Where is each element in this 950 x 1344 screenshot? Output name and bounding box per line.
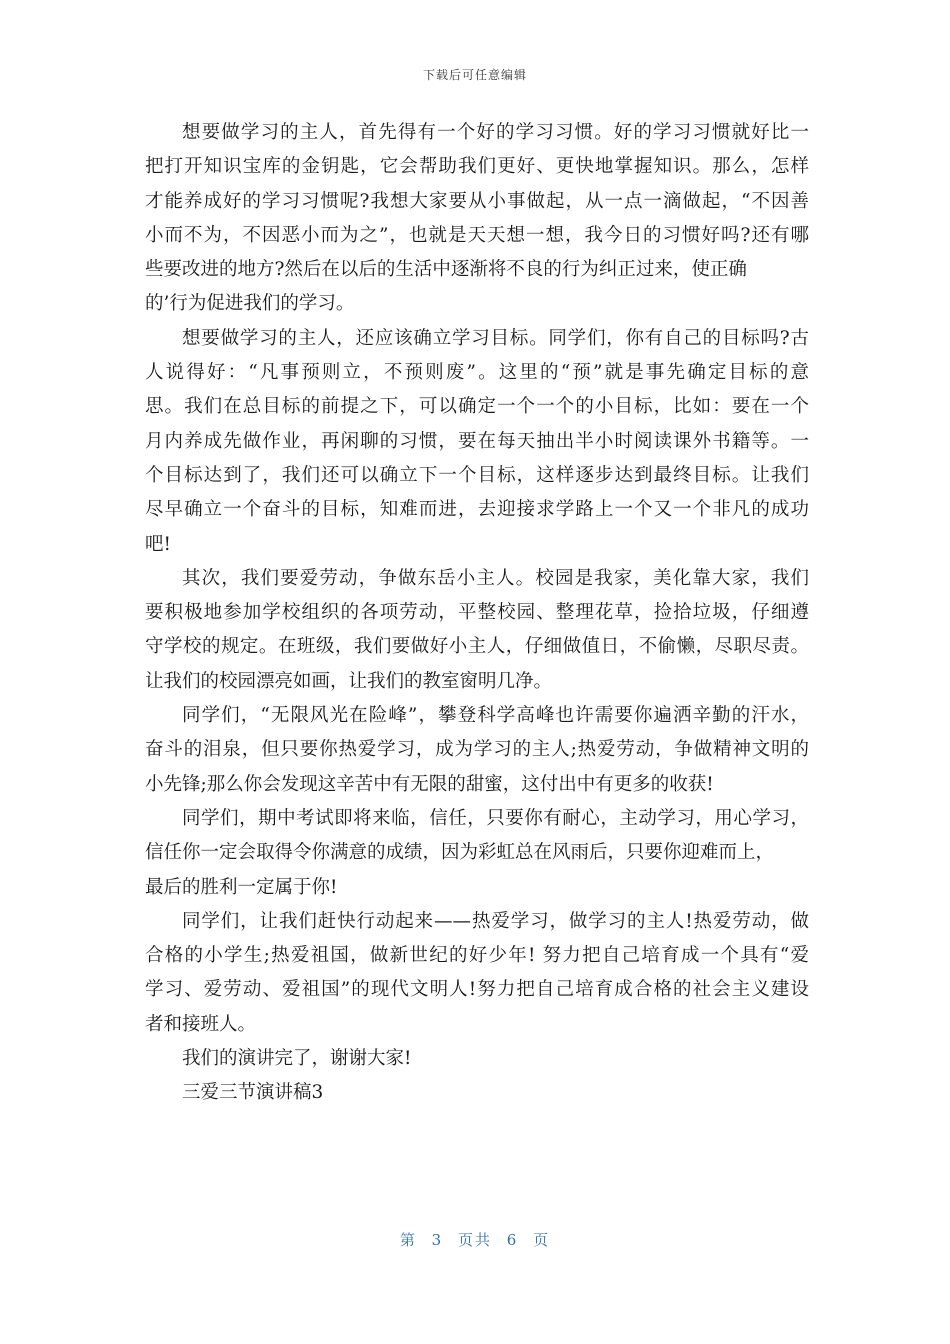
text-line: 三爱三节演讲稿3 [182,1082,324,1104]
text-line: 思。我们在总目标的前提之下，可以确定一个一个的小目标，比如：要在一个 [145,396,809,418]
text-line: 吧! [145,533,171,555]
text-line: 尽早确立一个奋斗的目标，知难而进，去迎接求学路上一个又一个非凡的成功 [145,499,809,521]
text-line: 守学校的规定。在班级，我们要做好小主人，仔细做值日，不偷懒，尽职尽责。 [145,636,809,658]
text-line: 把打开知识宝库的金钥匙，它会帮助我们更好、更快地掌握知识。那么，怎样 [145,156,809,178]
text-line: 者和接班人。 [145,1013,257,1035]
document-body [145,116,809,1111]
text-line: 个目标达到了，我们还可以确立下一个目标，这样逐步达到最终目标。让我们 [145,464,809,486]
text-line: 的’行为促进我们的学习。 [145,293,355,315]
text-line: 学习、爱劳动、爱祖国”的现代文明人!努力把自己培育成合格的社会主义建设 [145,979,809,1001]
text-line: 同学们，期中考试即将来临，信任，只要你有耐心，主动学习，用心学习， [182,807,809,829]
text-line: 些要改进的地方?然后在以后的生活中逐渐将不良的行为纠正过来，使正确 [145,259,747,281]
text-line: 同学们，让我们赶快行动起来——热爱学习，做学习的主人!热爱劳动，做 [182,910,809,932]
text-line: 月内养成先做作业，再闲聊的习惯，要在每天抽出半小时阅读课外书籍等。一 [145,430,809,452]
text-line: 让我们的校园漂亮如画，让我们的教室窗明几净。 [145,670,553,692]
page-footer: 第 3 页共 6 页 [399,1231,551,1249]
text-line: 奋斗的泪泉，但只要你热爱学习，成为学习的主人;热爱劳动，争做精神文明的 [145,739,809,761]
text-line: 合格的小学生;热爱祖国，做新世纪的好少年! 努力把自己培育成一个具有“爱 [145,945,809,967]
text-line: 最后的胜利一定属于你! [145,876,338,898]
text-line: 想要做学习的主人，首先得有一个好的学习习惯。好的学习习惯就好比一 [182,122,809,143]
page-header: 下载后可任意编辑 [422,68,527,82]
text-line: 其次，我们要爱劳动，争做东岳小主人。校园是我家，美化靠大家，我们 [182,567,809,589]
text-line: 小而不为，不因恶小而为之”，也就是天天想一想，我今日的习惯好吗?还有哪 [145,224,809,246]
text-line: 我们的演讲完了，谢谢大家! [182,1048,412,1070]
text-line: 想要做学习的主人，还应该确立学习目标。同学们，你有自己的目标吗?古 [182,327,809,349]
text-line: 信任你一定会取得令你满意的成绩，因为彩虹总在风雨后，只要你迎难而上， [145,842,775,864]
text-line: 小先锋;那么你会发现这辛苦中有无限的甜蜜，这付出中有更多的收获! [145,773,714,795]
text-line: 同学们，“无限风光在险峰”，攀登科学高峰也许需要你遍洒辛勤的汗水， [182,705,809,727]
text-line: 才能养成好的学习习惯呢?我想大家要从小事做起，从一点一滴做起，“不因善 [145,190,809,212]
text-line: 人说得好：“凡事预则立，不预则废”。这里的“预”就是事先确定目标的意 [145,362,809,384]
text-line: 要积极地参加学校组织的各项劳动，平整校园、整理花草，捡拾垃圾，仔细遵 [145,602,809,624]
